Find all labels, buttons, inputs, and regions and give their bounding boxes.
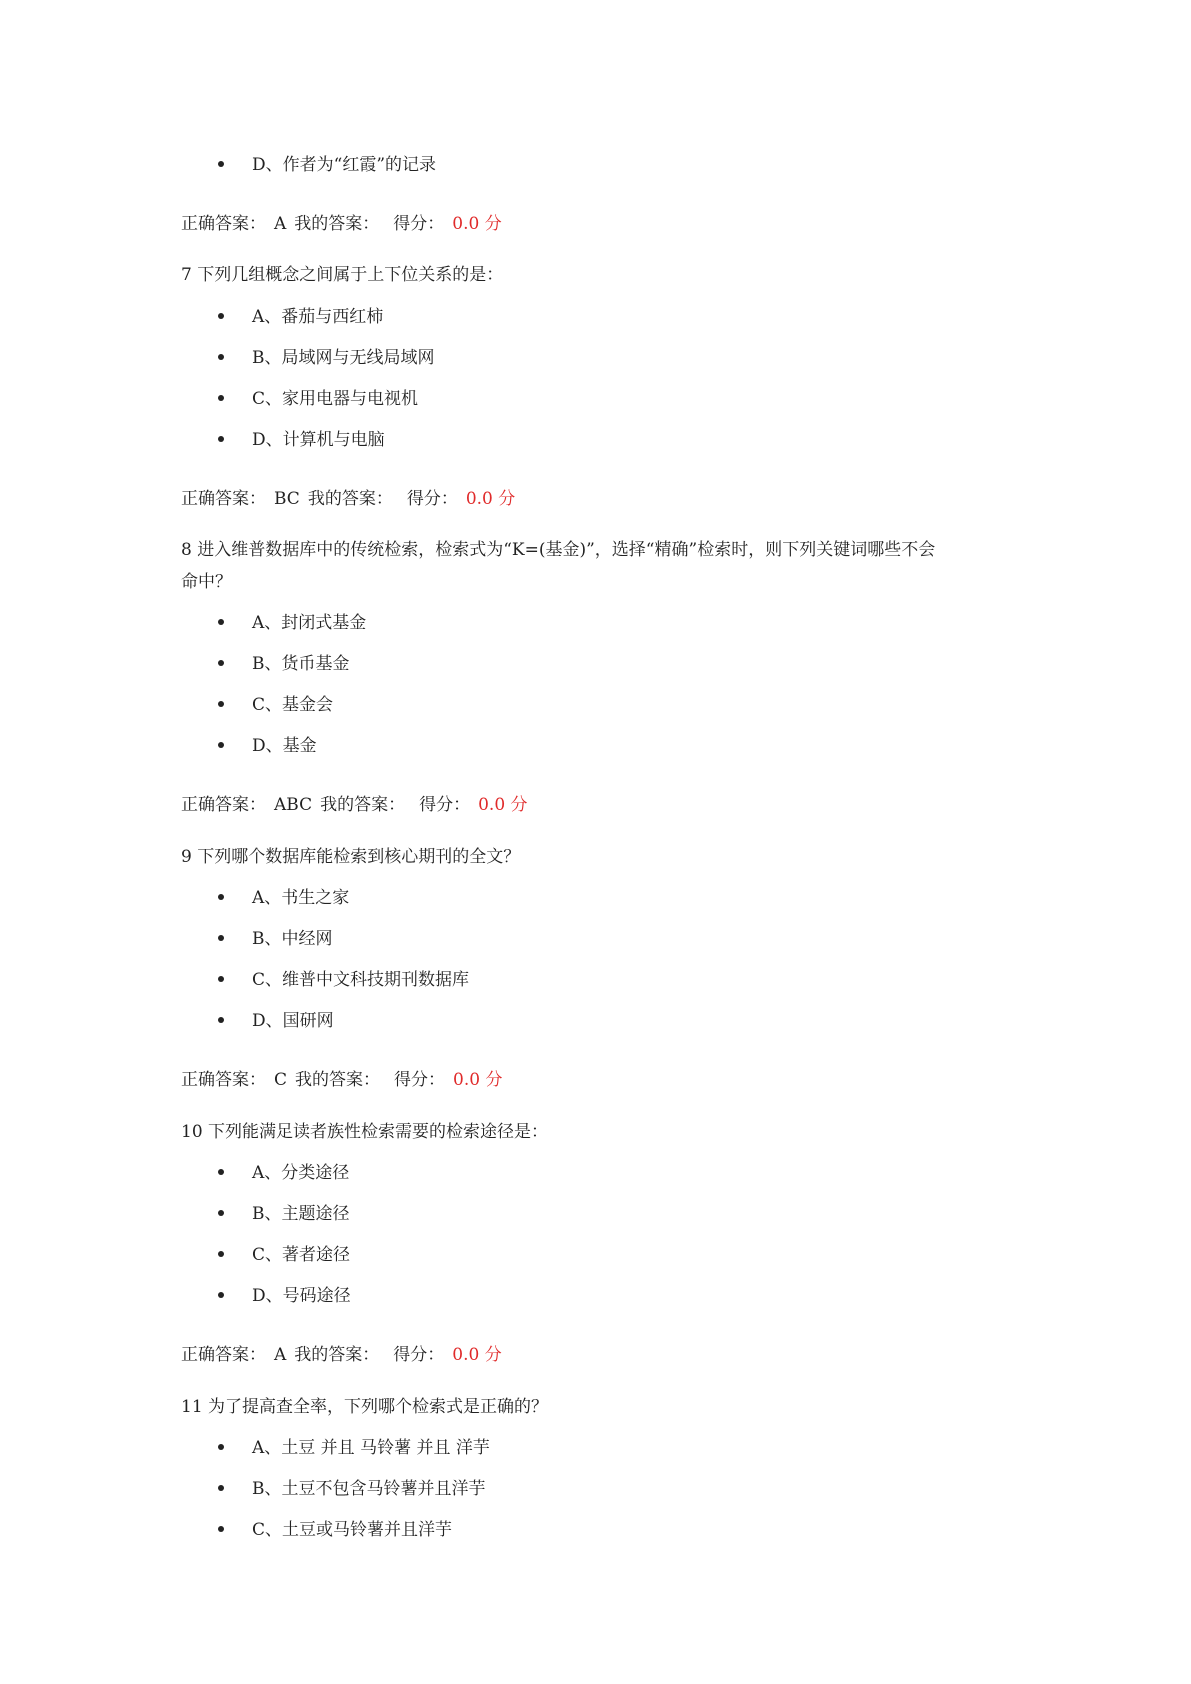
question-7: 7 下列几组概念之间属于上下位关系的是： bbox=[181, 265, 504, 285]
bullet-icon bbox=[218, 976, 224, 982]
correct-answer-label: 正确答案： bbox=[181, 489, 266, 509]
answer-line-q7 bbox=[181, 488, 515, 510]
answer-line-q6 bbox=[181, 213, 502, 235]
bullet-icon bbox=[218, 701, 224, 707]
option-q9-d: D、国研网 bbox=[252, 1011, 334, 1031]
answer-line-q9 bbox=[181, 1069, 502, 1091]
bullet-icon bbox=[218, 313, 224, 319]
correct-answer-value: ABC bbox=[274, 795, 313, 815]
option-q11-a: A、土豆 并且 马铃薯 并且 洋芋 bbox=[252, 1438, 490, 1458]
correct-answer-label: 正确答案： bbox=[181, 214, 266, 234]
correct-answer-value: A bbox=[274, 214, 287, 234]
option-q10-b: B、主题途径 bbox=[252, 1204, 350, 1224]
score-label: 得分： bbox=[393, 1345, 445, 1365]
option-q10-d: D、号码途径 bbox=[252, 1286, 351, 1306]
option-q11-c: C、土豆或马铃薯并且洋芋 bbox=[252, 1520, 453, 1540]
question-8-line1: 8 进入维普数据库中的传统检索，检索式为“K=(基金)”，选择“精确”检索时，则下列关键词哪些不会 bbox=[181, 540, 936, 560]
option-q10-c: C、著者途径 bbox=[252, 1245, 351, 1265]
score-value: 0.0 分 bbox=[452, 214, 502, 234]
bullet-icon bbox=[218, 1251, 224, 1257]
bullet-icon bbox=[218, 1210, 224, 1216]
bullet-icon bbox=[218, 660, 224, 666]
answer-line-q8 bbox=[181, 794, 528, 816]
bullet-icon bbox=[218, 161, 224, 167]
option-q8-a: A、封闭式基金 bbox=[252, 613, 367, 633]
question-11: 11 为了提高查全率，下列哪个检索式是正确的？ bbox=[181, 1397, 549, 1417]
my-answer-label: 我的答案： bbox=[307, 489, 393, 509]
my-answer-label: 我的答案： bbox=[294, 1345, 380, 1365]
bullet-icon bbox=[218, 619, 224, 625]
bullet-icon bbox=[218, 1292, 224, 1298]
answer-line-q10 bbox=[181, 1344, 502, 1366]
score-label: 得分： bbox=[394, 1070, 446, 1090]
bullet-icon bbox=[218, 894, 224, 900]
option-q7-a: A、番茄与西红柿 bbox=[252, 307, 384, 327]
bullet-icon bbox=[218, 1017, 224, 1023]
my-answer-label: 我的答案： bbox=[320, 795, 406, 815]
question-8-line2: 命中？ bbox=[181, 572, 232, 592]
option-q7-b: B、局域网与无线局域网 bbox=[252, 348, 435, 368]
my-answer-label: 我的答案： bbox=[295, 1070, 381, 1090]
bullet-icon bbox=[218, 436, 224, 442]
question-10: 10 下列能满足读者族性检索需要的检索途径是： bbox=[181, 1122, 549, 1142]
correct-answer-value: A bbox=[274, 1345, 287, 1365]
score-value: 0.0 分 bbox=[478, 795, 528, 815]
option-q8-d: D、基金 bbox=[252, 736, 317, 756]
option-q9-c: C、维普中文科技期刊数据库 bbox=[252, 970, 470, 990]
bullet-icon bbox=[218, 1485, 224, 1491]
correct-answer-label: 正确答案： bbox=[181, 1345, 266, 1365]
bullet-icon bbox=[218, 742, 224, 748]
option-q10-a: A、分类途径 bbox=[252, 1163, 350, 1183]
score-value: 0.0 分 bbox=[452, 1345, 502, 1365]
option-q9-a: A、书生之家 bbox=[252, 888, 350, 908]
bullet-icon bbox=[218, 395, 224, 401]
bullet-icon bbox=[218, 1444, 224, 1450]
score-label: 得分： bbox=[406, 489, 458, 509]
option-q7-c: C、家用电器与电视机 bbox=[252, 389, 419, 409]
score-value: 0.0 分 bbox=[465, 489, 516, 509]
correct-answer-value: C bbox=[274, 1070, 288, 1090]
question-9: 9 下列哪个数据库能检索到核心期刊的全文？ bbox=[181, 847, 521, 867]
bullet-icon bbox=[218, 354, 224, 360]
correct-answer-value: BC bbox=[274, 489, 300, 509]
score-value: 0.0 分 bbox=[453, 1070, 503, 1090]
bullet-icon bbox=[218, 1169, 224, 1175]
option-q6-d: D、作者为“红霞”的记录 bbox=[252, 155, 437, 175]
correct-answer-label: 正确答案： bbox=[181, 795, 266, 815]
bullet-icon bbox=[218, 935, 224, 941]
option-q8-c: C、基金会 bbox=[252, 695, 334, 715]
correct-answer-label: 正确答案： bbox=[181, 1070, 266, 1090]
option-q9-b: B、中经网 bbox=[252, 929, 333, 949]
my-answer-label: 我的答案： bbox=[294, 214, 380, 234]
score-label: 得分： bbox=[419, 795, 471, 815]
option-q7-d: D、计算机与电脑 bbox=[252, 430, 385, 450]
bullet-icon bbox=[218, 1526, 224, 1532]
score-label: 得分： bbox=[393, 214, 445, 234]
option-q8-b: B、货币基金 bbox=[252, 654, 350, 674]
option-q11-b: B、土豆不包含马铃薯并且洋芋 bbox=[252, 1479, 486, 1499]
